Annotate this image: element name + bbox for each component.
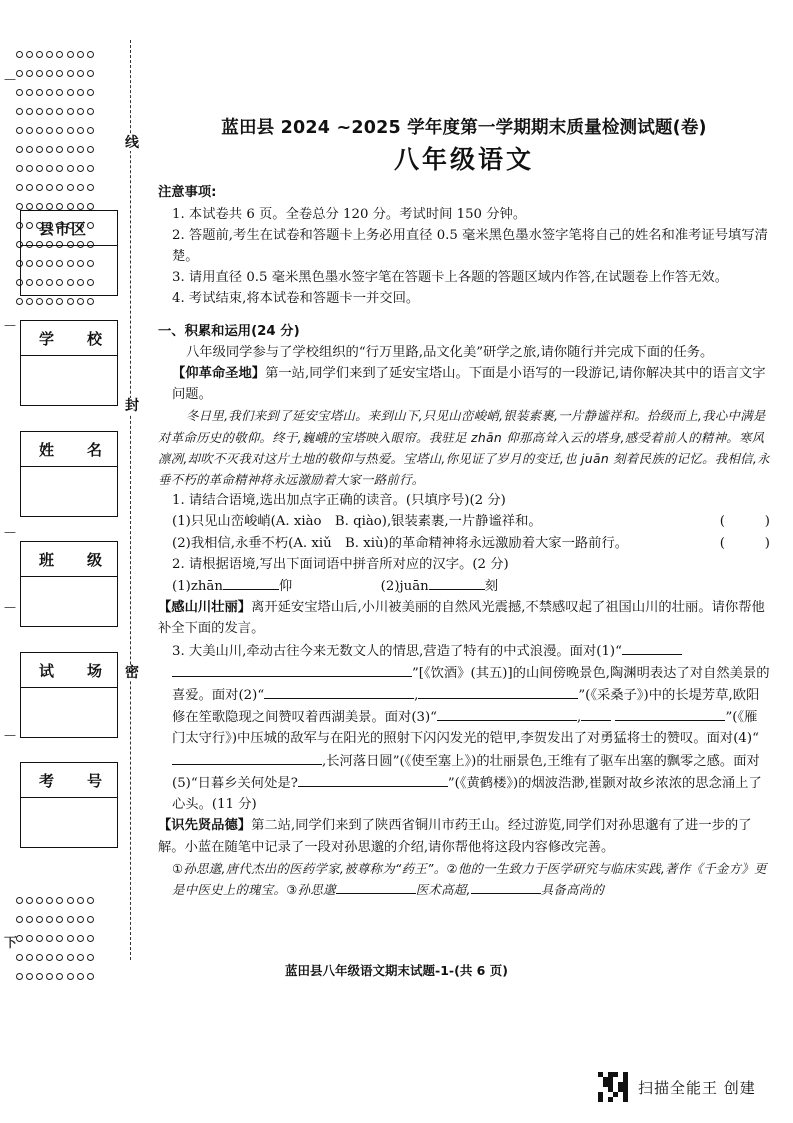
- bottom-label: 下: [4, 936, 18, 951]
- question-1: 1. 请结合语境,选出加点字正确的读音。(只填序号)(2 分): [172, 493, 506, 509]
- answer-blank[interactable]: [622, 640, 682, 655]
- answer-blank[interactable]: [471, 879, 541, 894]
- binding-line: [130, 40, 131, 960]
- exam-content: [158, 118, 770, 900]
- notice-item-2: 2. 答题前,考生在试卷和答题卡上务必用直径 0.5 毫米黑色墨水签字笔将自己的姓名和准考证号填写清楚。: [172, 227, 768, 265]
- class-label: 班 级: [21, 542, 117, 577]
- county-box[interactable]: [20, 210, 118, 296]
- exam-subject: 八年级语文: [393, 145, 534, 175]
- qr-code-icon: [596, 1070, 630, 1104]
- name-box[interactable]: [20, 431, 118, 517]
- scanner-watermark: [596, 1070, 756, 1104]
- sun-simiao-passage: ①孙思邈,唐代杰出的医药学家,被尊称为“药王”。②他的一生致力于医学研究与临床实践,著作《千金方》更是中医史上的瑰宝。③孙思邈 医术高超, 具备高尚的: [172, 860, 767, 897]
- answer-paren[interactable]: ( ): [719, 514, 770, 530]
- binding-margin: 线 封 密 — — — — — 下 县市区 学 校 姓 名 班 级 试 场 考 号: [0, 0, 150, 1123]
- question-1-item-1: (1)只见山峦峻峭(A. xiào B. qiào),银装素裹,一片静谧祥和。 ( ): [158, 511, 770, 532]
- name-label: 姓 名: [21, 432, 117, 467]
- task1-paragraph: 【仰革命圣地】第一站,同学们来到了延安宝塔山。下面是小语写的一段游记,请你解决其中的语言文字问题。: [172, 366, 766, 403]
- answer-blank[interactable]: [581, 706, 611, 721]
- answer-blank[interactable]: [262, 662, 412, 677]
- exam-room-label: 试 场: [21, 653, 117, 688]
- page-footer: 蓝田县八年级语文期末试题-1-(共 6 页): [285, 963, 508, 978]
- binding-label-feng: 封: [125, 398, 139, 414]
- answer-paren[interactable]: ( ): [719, 535, 770, 551]
- answer-blank[interactable]: [172, 662, 262, 677]
- answer-blank[interactable]: [418, 684, 578, 699]
- question-1-item-2: (2)我相信,永垂不朽(A. xiǔ B. xiù)的革命精神将永远激励着大家一路前行。 ( ): [158, 533, 770, 554]
- task2-paragraph: 【感山川壮丽】离开延安宝塔山后,小川被美丽的自然风光震撼,不禁感叹起了祖国山川的壮丽。请你帮他补全下面的发言。: [158, 600, 765, 637]
- answer-blank[interactable]: [437, 706, 577, 721]
- school-box[interactable]: [20, 320, 118, 406]
- exam-number-box[interactable]: [20, 762, 118, 848]
- class-box[interactable]: [20, 541, 118, 627]
- answer-blank[interactable]: [264, 684, 414, 699]
- section-intro: 八年级同学参与了学校组织的“行万里路,品文化美”研学之旅,请你随行并完成下面的任务。: [186, 344, 714, 360]
- task3-paragraph: 【识先贤品德】第二站,同学们来到了陕西省铜川市药王山。经过游览,同学们对孙思邈有了进一步的了解。小蓝在随笔中记录了一段对孙思邈的介绍,请你帮他将这段内容修改完善。: [158, 818, 752, 855]
- notice-item-4: 4. 考试结束,将本试卷和答题卡一并交回。: [172, 291, 420, 307]
- section-heading: 一、积累和运用(24 分): [158, 323, 300, 339]
- answer-blank[interactable]: [298, 772, 448, 787]
- answer-blank[interactable]: [223, 575, 279, 590]
- school-label: 学 校: [21, 321, 117, 356]
- binding-label-xian: 线: [125, 135, 139, 151]
- county-label: 县市区: [21, 211, 117, 246]
- scanner-text: 扫描全能王 创建: [638, 1078, 756, 1097]
- binding-label-mi: 密: [125, 665, 139, 681]
- question-2: 2. 请根据语境,写出下面词语中拼音所对应的汉字。(2 分): [172, 556, 509, 572]
- travel-passage: 冬日里,我们来到了延安宝塔山。来到山下,只见山峦峻峭,银装素裹,一片静谧祥和。拾级而上,我心中满是对革命历史的敬仰。终于,巍峨的宝塔映入眼帘。我驻足 zhān 仰那高耸入云的塔身,感受着前人的精神。寒风凛冽,却吹不灭我对这片土地的敬仰与热爱。宝塔山,你见证了岁月的变迁,也 juān 刻着民族的记忆。我相信,永垂不朽的革命精神将永远激励着大家一路前行。: [158, 408, 770, 488]
- notice-heading: 注意事项:: [158, 185, 217, 201]
- exam-title: 蓝田县 2024 ~2025 学年度第一学期期末质量检测试题(卷): [221, 118, 707, 138]
- notice-item-3: 3. 请用直径 0.5 毫米黑色墨水签字笔在答题卡上各题的答题区域内作答,在试题卷上作答无效。: [172, 270, 729, 286]
- answer-blank[interactable]: [429, 575, 485, 590]
- answer-blank[interactable]: [615, 706, 725, 721]
- question-2-items: (1)zhān 仰 (2)juān 刻: [158, 575, 770, 597]
- notice-item-1: 1. 本试卷共 6 页。全卷总分 120 分。考试时间 150 分钟。: [172, 206, 527, 222]
- exam-room-box[interactable]: [20, 652, 118, 738]
- answer-blank[interactable]: [336, 879, 416, 894]
- exam-number-label: 考 号: [21, 763, 117, 798]
- question-3: 3. 大美山川,牵动古往今来无数文人的情思,营造了特有的中式浪漫。面对(1)“ ”[《饮酒》(其五)]的山间傍晚景色,陶渊明表达了对自然美景的喜爱。面对(2)“ , ”(《采桑子》)中的长堤芳草,欧阳修在笙歌隐现之间赞叹着西湖美景。面对(3)“ , ”(《雁门太守行》)中压城的敌军与在阳光的照射下闪闪发光的铠甲,李贺发出了对勇猛将士的赞叹。面对(4)“,长河落日圆”(《使至塞上》)的壮丽景色,王维有了驱车出塞的飘零之感。面对(5)“日暮乡关何处是? ”(《黄鹤楼》)的烟波浩渺,崔颢对故乡浓浓的思念涌上了心头。(11 分): [158, 640, 770, 816]
- answer-blank[interactable]: [172, 750, 322, 765]
